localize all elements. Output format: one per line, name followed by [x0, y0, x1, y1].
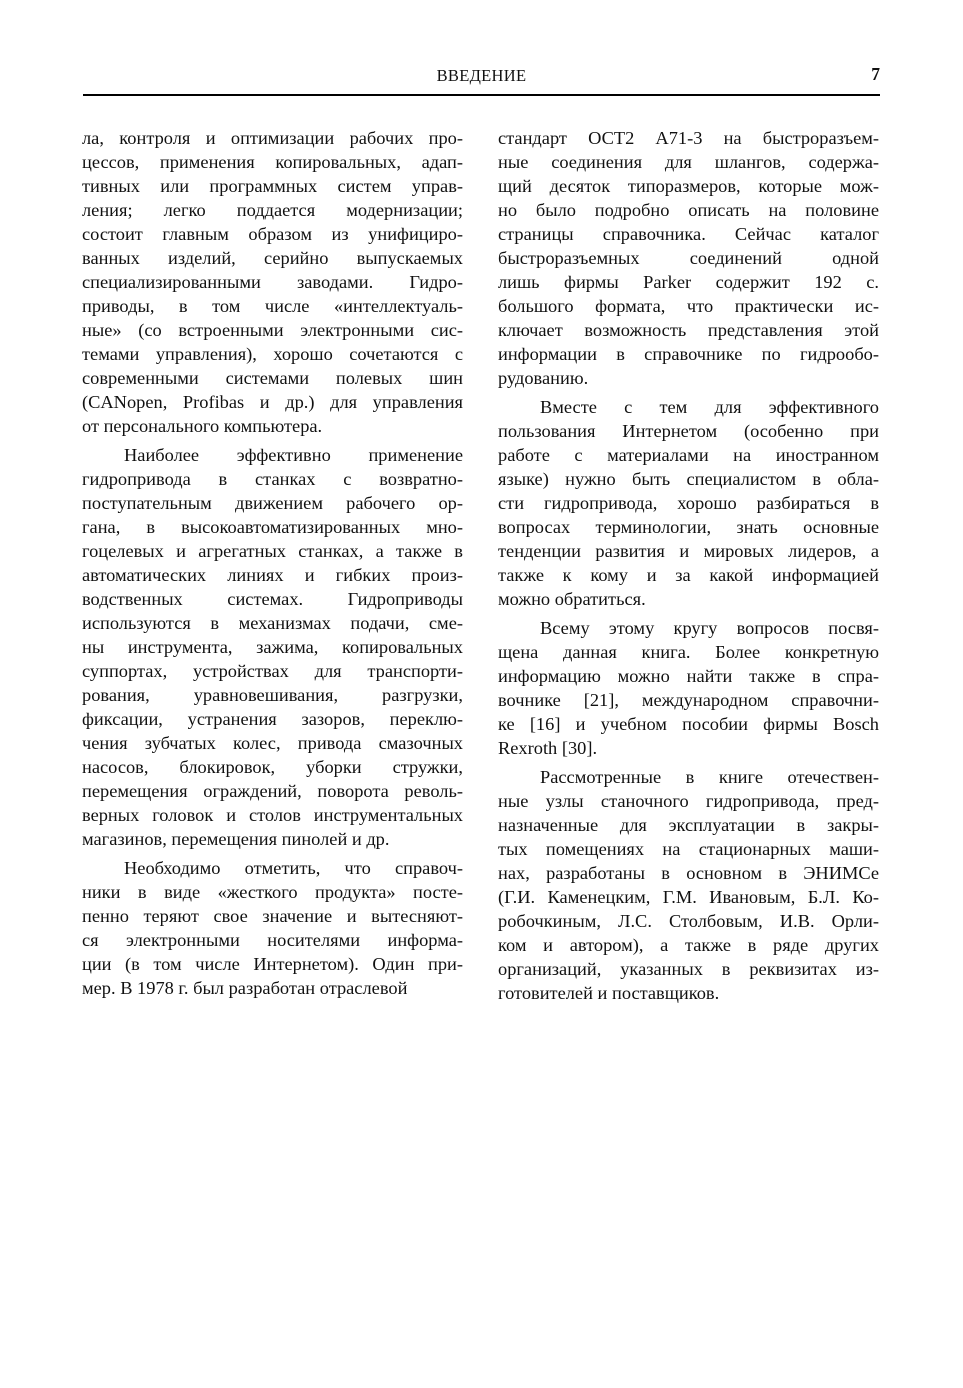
text-line: пользования Интернетом (особенно при — [498, 421, 879, 441]
text-line: рования, уравновешивания, разгрузки, — [82, 685, 463, 705]
text-line: Всему этому кругу вопросов посвя- — [540, 618, 879, 638]
text-line: щий десяток типоразмеров, которые мож- — [498, 176, 879, 196]
text-line: ке [16] и учебном пособии фирмы Bosch — [498, 714, 879, 734]
text-line: гидропривода в станках с возвратно- — [82, 469, 463, 489]
paragraph — [82, 856, 463, 1000]
text-line: назначенные для эксплуатации в закры- — [498, 815, 879, 835]
text-line: темами управления), хорошо сочетаются с — [82, 344, 463, 364]
text-line: цессов, применения копировальных, адап- — [82, 152, 463, 172]
text-line: ны инструмента, зажима, копировальных — [82, 637, 463, 657]
text-line: перемещения ограждений, поворота револь- — [82, 781, 463, 801]
text-line: ления; легко поддается модернизации; — [82, 200, 463, 220]
text-line: современными системами полевых шин — [82, 368, 463, 388]
text-line: верных головок и столов инструментальных — [82, 805, 463, 825]
text-line: нах, разработаны в основном в ЭНИМСе — [498, 863, 879, 883]
text-line: также к кому и за какой информацией — [498, 565, 879, 585]
text-line: можно обратиться. — [498, 589, 646, 609]
text-line: робочкиным, Л.С. Столбовым, И.В. Орли- — [498, 911, 879, 931]
paragraph — [498, 126, 879, 390]
text-line: чения зубчатых колес, привода смазочных — [82, 733, 463, 753]
text-line: магазинов, перемещения пинолей и др. — [82, 829, 390, 849]
text-line: готовителей и поставщиков. — [498, 983, 720, 1003]
text-line: ные узлы станочного гидропривода, пред- — [498, 791, 879, 811]
text-line: от персонального компьютера. — [82, 416, 323, 436]
text-line: состоит главным образом из унифициро- — [82, 224, 463, 244]
text-line: организаций, указанных в реквизитах из- — [498, 959, 879, 979]
text-line: ции (в том числе Интернетом). Один при- — [82, 954, 463, 974]
text-line: ные» (со встроенными электронными сис- — [82, 320, 463, 340]
running-title: ВВЕДЕНИЕ — [436, 66, 527, 85]
paragraph — [82, 443, 463, 851]
text-line: вочнике [21], международном справочни- — [498, 690, 879, 710]
text-line: поступательным движением рабочего ор- — [82, 493, 463, 513]
paragraph — [498, 765, 879, 1005]
text-line: тивных или программных систем управ- — [82, 176, 463, 196]
text-line: информации в справочнике по гидрообо- — [498, 344, 879, 364]
text-line: тенденции развития и мировых лидеров, а — [498, 541, 879, 561]
text-line: используются в механизмах подачи, сме- — [82, 613, 463, 633]
text-line: страницы справочника. Сейчас каталог — [498, 224, 879, 244]
page-number: 7 — [871, 64, 880, 84]
text-line: приводы, в том числе «интеллектуаль- — [82, 296, 463, 316]
text-line: фиксации, устранения зазоров, переклю- — [82, 709, 463, 729]
text-line: щена данная книга. Более конкретную — [498, 642, 879, 662]
text-line: насосов, блокировок, уборки стружки, — [82, 757, 463, 777]
text-line: водственных системах. Гидроприводы — [82, 589, 463, 609]
text-line: Рассмотренные в книге отечествен- — [540, 767, 879, 787]
paragraph — [82, 126, 463, 438]
running-header — [83, 64, 880, 96]
text-line: работе с материалами на иностранном — [498, 445, 879, 465]
text-line: ла, контроля и оптимизации рабочих про- — [82, 128, 463, 148]
left-column — [82, 126, 463, 1005]
text-line: ные соединения для шлангов, содержа- — [498, 152, 879, 172]
text-line: тых помещениях на стационарных маши- — [498, 839, 879, 859]
text-line: ванных изделий, серийно выпускаемых — [82, 248, 463, 268]
right-column — [498, 126, 879, 1010]
text-line: рудованию. — [498, 368, 589, 388]
text-line: Rexroth [30]. — [498, 738, 598, 758]
paragraph — [498, 395, 879, 611]
text-line: информацию можно найти также в спра- — [498, 666, 879, 686]
text-line: вопросах терминологии, знать основные — [498, 517, 879, 537]
text-line: лишь фирмы Parker содержит 192 с. — [498, 272, 879, 292]
paragraph — [498, 616, 879, 760]
text-line: стандарт ОСТ2 А71-3 на быстроразъем- — [498, 128, 879, 148]
text-line: Необходимо отметить, что справоч- — [124, 858, 463, 878]
text-line: гана, в высокоавтоматизированных мно- — [82, 517, 463, 537]
text-line: суппортах, устройствах для транспорти- — [82, 661, 463, 681]
text-line: ся электронными носителями информа- — [82, 930, 463, 950]
text-line: (CANopen, Profibas и др.) для управления — [82, 392, 463, 412]
text-line: (Г.И. Каменецким, Г.М. Ивановым, Б.Л. Ко- — [498, 887, 879, 907]
text-line: специализированными заводами. Гидро- — [82, 272, 463, 292]
text-line: Вместе с тем для эффективного — [540, 397, 879, 417]
text-line: Наиболее эффективно применение — [124, 445, 463, 465]
text-line: ники в виде «жесткого продукта» посте- — [82, 882, 463, 902]
text-line: ком и автором), а также в ряде других — [498, 935, 879, 955]
text-line: сти гидропривода, хорошо разбираться в — [498, 493, 879, 513]
text-line: автоматических линиях и гибких произ- — [82, 565, 463, 585]
text-line: ключает возможность представления этой — [498, 320, 879, 340]
text-line: языке) нужно быть специалистом в обла- — [498, 469, 879, 489]
text-line: мер. В 1978 г. был разработан отраслевой — [82, 978, 408, 998]
text-line: большого формата, что практически ис- — [498, 296, 879, 316]
text-line: но было подробно описать на половине — [498, 200, 879, 220]
text-line: пенно теряют свое значение и вытесняют- — [82, 906, 463, 926]
text-line: быстроразъемных соединений одной — [498, 248, 879, 268]
text-line: гоцелевых и агрегатных станках, а также в — [82, 541, 463, 561]
